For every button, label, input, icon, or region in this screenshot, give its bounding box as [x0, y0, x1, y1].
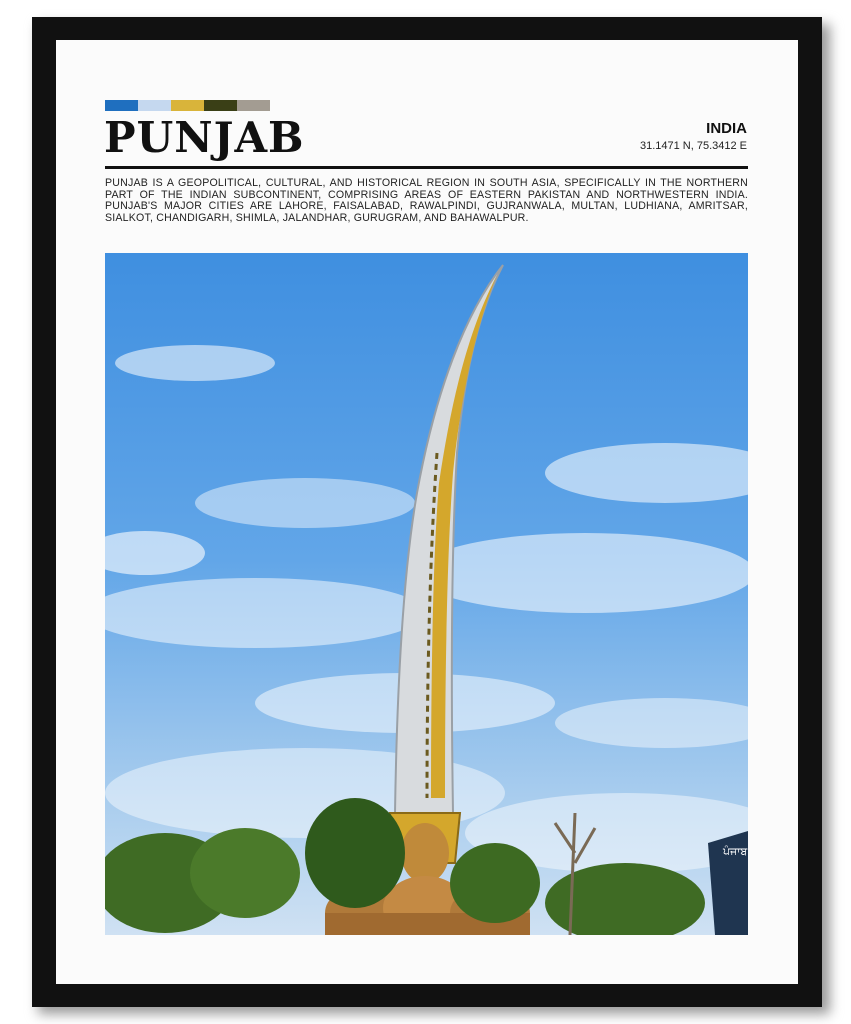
photo-illustration: [105, 253, 748, 935]
palette-swatch: [105, 100, 138, 111]
description-text: PUNJAB IS A GEOPOLITICAL, CULTURAL, AND HISTORICAL REGION IN SOUTH ASIA, SPECIFICALLY IN THE NORTHERN PART OF THE INDIAN SUBCONTINENT, COMPRISING AREAS OF EASTERN PAKISTAN AND NORTHWESTERN INDIA. PUNJAB'S MAJOR CITIES ARE LAHORE, FAISALABAD, RAWALPINDI, GUJRANWALA, MULTAN, LUDHIANA, AMRITSAR, SIALKOT, CHANDIGARH, SHIMLA, JALANDHAR, GURUGRAM, AND BAHAWALPUR.: [105, 177, 748, 224]
color-palette: [105, 100, 270, 111]
building: [708, 831, 748, 935]
country-label: INDIA: [706, 120, 747, 137]
building-sign: ਪੰਜਾਬ: [723, 845, 748, 858]
coordinates-label: 31.1471 N, 75.3412 E: [639, 140, 747, 152]
landmark-photo: [105, 253, 748, 935]
palette-swatch: [138, 100, 171, 111]
poster-title: PUNJAB: [104, 113, 305, 162]
palette-swatch: [237, 100, 270, 111]
palette-swatch: [171, 100, 204, 111]
palette-swatch: [204, 100, 237, 111]
title-divider: [105, 166, 748, 169]
